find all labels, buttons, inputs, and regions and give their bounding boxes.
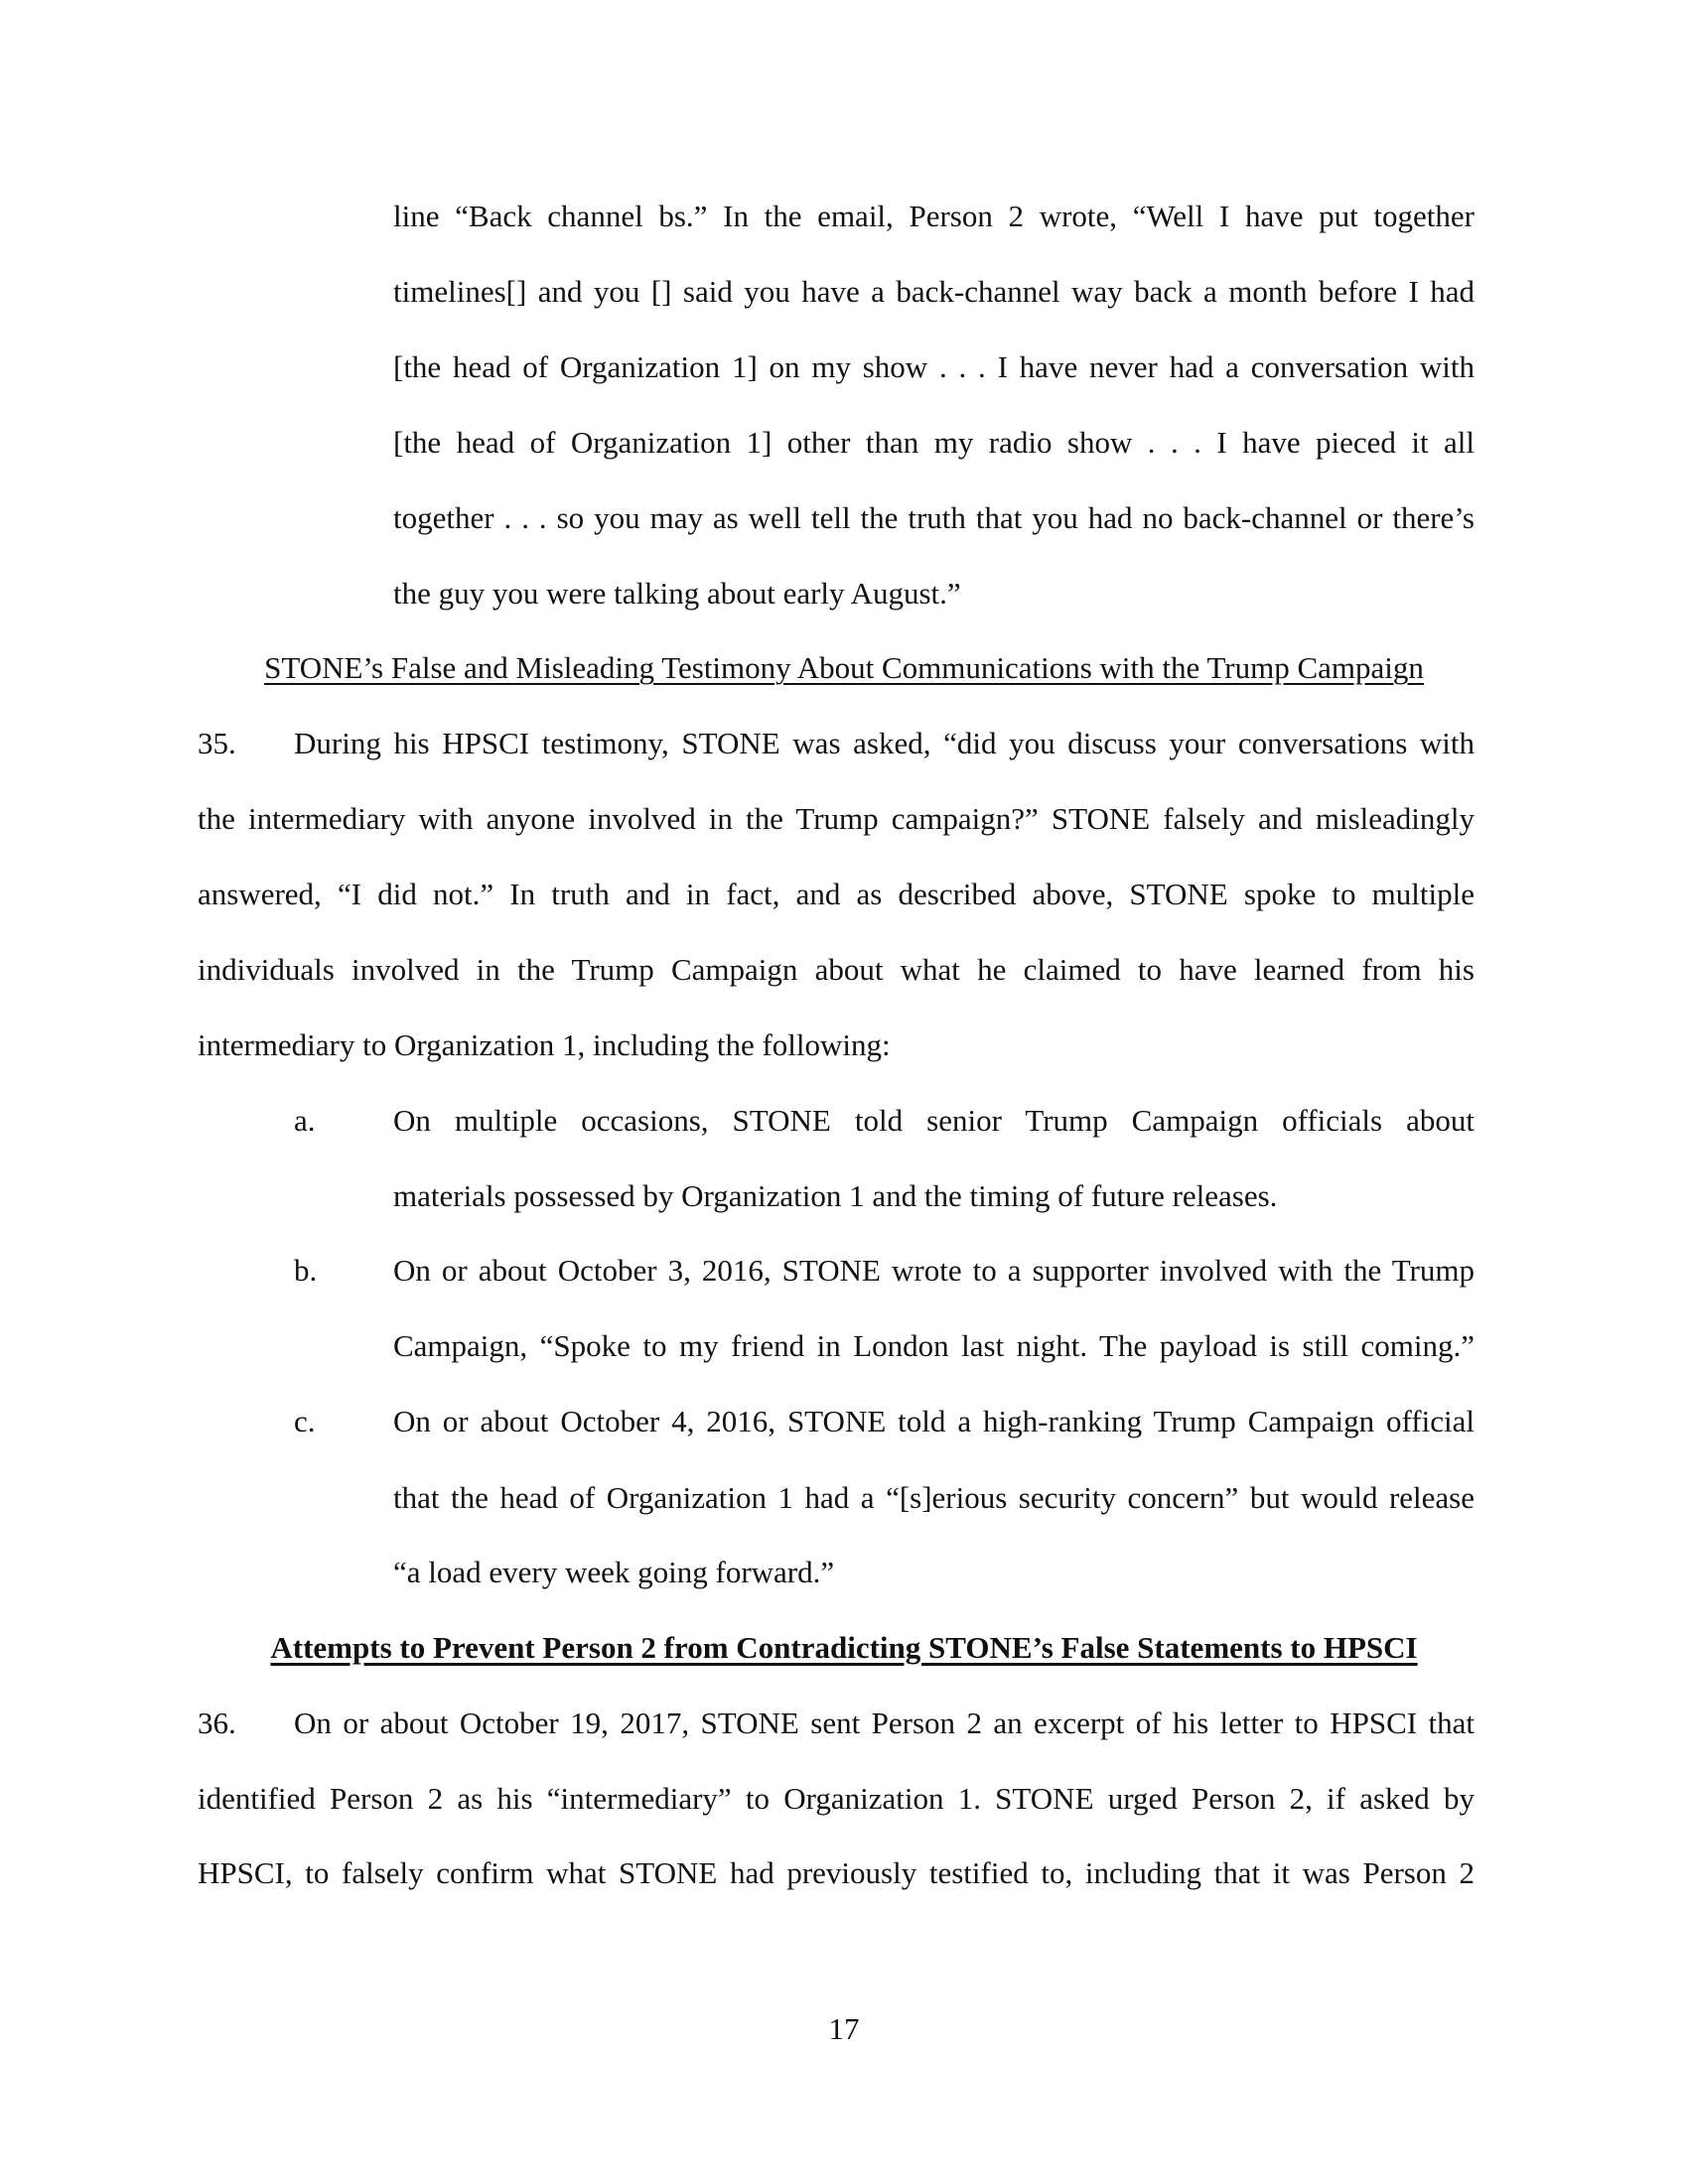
section-heading-2: Attempts to Prevent Person 2 from Contradicting STONE’s False Statements to HPSCI bbox=[270, 1630, 1418, 1665]
paragraph-line: answered, “I did not.” In truth and in fact, and as described above, STONE spoke to multiple bbox=[198, 877, 1475, 911]
quote-line: [the head of Organization 1] other than my radio show . . . I have pieced it all bbox=[393, 425, 1475, 460]
quote-line: [the head of Organization 1] on my show . . . I have never had a conversation with bbox=[393, 349, 1475, 384]
list-letter: c. bbox=[294, 1404, 316, 1438]
quote-line: together . . . so you may as well tell the truth that you had no back-channel or there’s bbox=[393, 500, 1475, 535]
list-letter: a. bbox=[294, 1103, 316, 1138]
list-item-line: “a load every week going forward.” bbox=[393, 1555, 835, 1589]
paragraph-line: the intermediary with anyone involved in the Trump campaign?” STONE falsely and misleadingly bbox=[198, 801, 1475, 836]
paragraph-line: On or about October 19, 2017, STONE sent Person 2 an excerpt of his letter to HPSCI that bbox=[294, 1706, 1475, 1740]
paragraph-number: 36. bbox=[198, 1706, 236, 1740]
list-item-line: On or about October 3, 2016, STONE wrote to a supporter involved with the Trump bbox=[393, 1253, 1475, 1288]
list-item-line: Campaign, “Spoke to my friend in London last night. The payload is still coming.” bbox=[393, 1328, 1475, 1363]
section-heading-1: STONE’s False and Misleading Testimony About Communications with the Trump Campaign bbox=[264, 650, 1424, 685]
paragraph-number: 35. bbox=[198, 726, 236, 760]
list-item-line: that the head of Organization 1 had a “[s]erious security concern” but would release bbox=[393, 1480, 1475, 1515]
paragraph-line: individuals involved in the Trump Campaign about what he claimed to have learned from his bbox=[198, 952, 1475, 987]
paragraph-line: intermediary to Organization 1, including the following: bbox=[198, 1027, 891, 1062]
paragraph-line: HPSCI, to falsely confirm what STONE had previously testified to, including that it was Person 2 bbox=[198, 1855, 1475, 1890]
quote-line: line “Back channel bs.” In the email, Person 2 wrote, “Well I have put together bbox=[393, 199, 1475, 233]
list-item-line: On or about October 4, 2016, STONE told a high-ranking Trump Campaign official bbox=[393, 1404, 1475, 1438]
paragraph-line: identified Person 2 as his “intermediary” to Organization 1. STONE urged Person 2, if asked by bbox=[198, 1781, 1475, 1816]
quote-line: the guy you were talking about early August.” bbox=[393, 576, 961, 611]
page-number: 17 bbox=[828, 2011, 860, 2046]
paragraph-line: During his HPSCI testimony, STONE was asked, “did you discuss your conversations with bbox=[294, 726, 1475, 760]
list-item-line: materials possessed by Organization 1 and the timing of future releases. bbox=[393, 1178, 1278, 1213]
quote-line: timelines[] and you [] said you have a back-channel way back a month before I had bbox=[393, 274, 1475, 309]
list-item-line: On multiple occasions, STONE told senior Trump Campaign officials about bbox=[393, 1103, 1475, 1138]
list-letter: b. bbox=[294, 1253, 318, 1288]
